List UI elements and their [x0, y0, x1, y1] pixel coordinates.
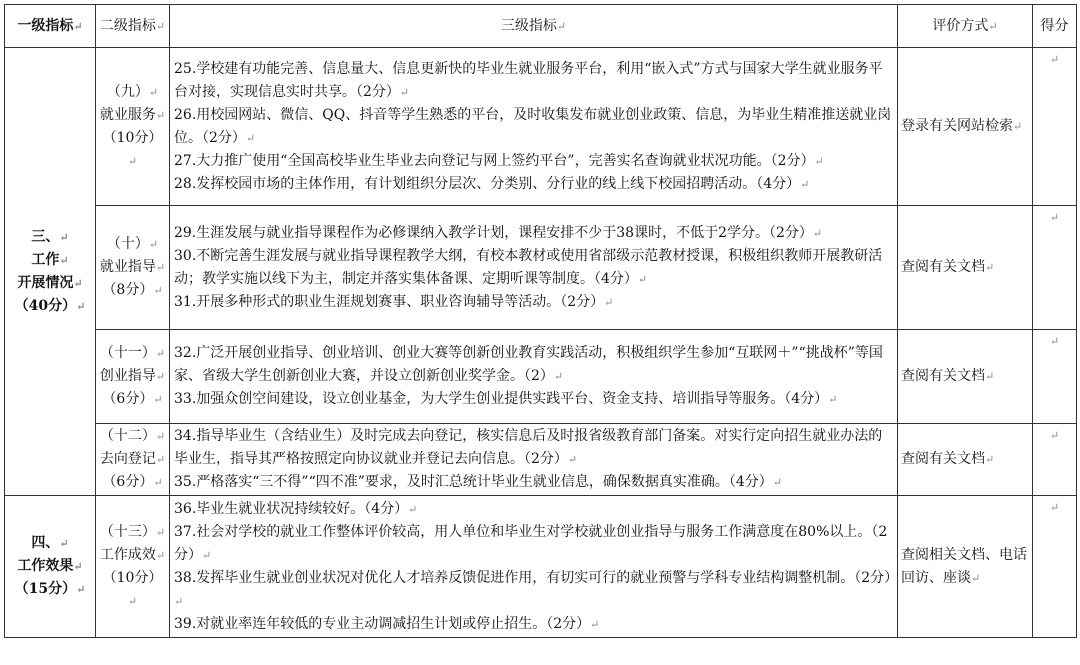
evaluation-table: [4, 4, 1077, 638]
indicator-item: 35.严格落实“三不得”“四不准”要求，及时汇总统计毕业生就业信息，确保数据真实准确。（4分）↵: [174, 474, 783, 490]
indicator-row: [5, 330, 1077, 424]
score-cell[interactable]: ↵: [1033, 48, 1077, 206]
score-cell[interactable]: ↵: [1033, 424, 1077, 496]
level1-line: 工作效果↵: [17, 558, 83, 574]
header-level3: 三级指标↵: [170, 5, 898, 48]
indicator-item: 25.学校建有功能完善、信息量大、信息更新快的毕业生就业服务平台，利用“嵌入式”方式与国家大学生就业服务平台对接，实现信息实时共享。（2分）↵: [174, 60, 883, 100]
level2-line: （九）↵: [106, 83, 159, 100]
level1-line: 三、↵: [31, 228, 69, 245]
level3-cell: [170, 206, 898, 330]
level3-cell: [170, 496, 898, 638]
level2-line: （十三）↵: [99, 523, 166, 540]
header-level1: 一级指标↵: [5, 5, 96, 48]
level2-cell: [96, 48, 170, 206]
score-cell[interactable]: ↵: [1033, 330, 1077, 424]
method-cell: 查阅相关文档、电话回访、座谈↵: [898, 496, 1033, 638]
level2-line: 去向登记↵: [99, 451, 166, 467]
header-level2: 二级指标↵: [96, 5, 170, 48]
level2-line: 就业指导↵: [99, 259, 166, 275]
indicator-item: 31.开展多种形式的职业生涯规划赛事、职业咨询辅导等活动。（2分）↵: [174, 293, 614, 310]
level2-line: （十二）↵: [99, 428, 166, 444]
indicator-item: 27.大力推广使用“全国高校毕业生毕业去向登记与网上签约平台”，完善实名查询就业状况功能。（2分）↵: [174, 152, 824, 169]
header-method: 评价方式↵: [898, 5, 1033, 48]
indicator-item: 36.毕业生就业状况持续较好。（4分）↵: [174, 500, 418, 517]
level2-cell: [96, 206, 170, 330]
level2-cell: [96, 424, 170, 496]
level2-line: 就业服务↵: [99, 106, 166, 123]
level2-line: （十）↵: [106, 236, 159, 252]
level2-line: （6分）↵: [102, 391, 163, 407]
indicator-item: 32.广泛开展创业指导、创业培训、创业大赛等创新创业教育实践活动，积极组织学生参加“互联网＋”“挑战杯”等国家、省级大学生创新创业大赛，并设立创新创业奖学金。（2）↵: [174, 345, 883, 384]
method-cell: 查阅有关文档↵: [898, 424, 1033, 496]
method-cell: 查阅有关文档↵: [898, 330, 1033, 424]
indicator-row: [5, 48, 1077, 206]
level2-line: 创业指导↵: [99, 368, 166, 384]
level2-line: （10分）↵: [102, 569, 163, 608]
score-cell[interactable]: ↵: [1033, 206, 1077, 330]
indicator-row: [5, 206, 1077, 330]
level3-cell: [170, 424, 898, 496]
indicator-row: [5, 496, 1077, 638]
level1-line: 开展情况↵: [17, 274, 83, 291]
level1-line: 工作↵: [31, 251, 69, 268]
method-cell: 查阅有关文档↵: [898, 206, 1033, 330]
indicator-row: [5, 424, 1077, 496]
score-cell[interactable]: ↵: [1033, 496, 1077, 638]
header-row: [5, 5, 1077, 48]
indicator-item: 38.发挥毕业生就业创业状况对优化人才培养反馈促进作用，有切实可行的就业预警与学科专业结构调整机制。（2分）↵: [174, 569, 899, 608]
level3-cell: [170, 330, 898, 424]
level1-cell: [5, 496, 96, 638]
header-score: 得分: [1033, 5, 1077, 48]
indicator-item: 28.发挥校园市场的主体作用，有计划组织分层次、分类别、分行业的线上线下校园招聘活动。（4分）↵: [174, 175, 810, 192]
level2-line: （十一）↵: [99, 345, 166, 361]
level1-line: （15分）↵: [14, 581, 86, 597]
level2-line: （8分）↵: [102, 282, 163, 298]
indicator-item: 30.不断完善生涯发展与就业指导课程教学大纲，有校本教材或使用省部级示范教材授课，积极组织教师开展教研活动；教学实施以线下为主，制定并落实集体备课、定期听课等制度。（4分）↵: [174, 247, 883, 287]
method-cell: 登录有关网站检索↵: [898, 48, 1033, 206]
level2-line: （6分）↵: [102, 474, 163, 490]
level3-cell: [170, 48, 898, 206]
level2-line: 工作成效↵: [99, 546, 166, 563]
level2-line: （10分）↵: [102, 129, 163, 168]
level2-cell: [96, 330, 170, 424]
level1-line: 四、↵: [31, 535, 69, 551]
indicator-item: 34.指导毕业生（含结业生）及时完成去向登记，核实信息后及时报省级教育部门备案。对实行定向招生就业办法的毕业生，指导其严格按照定向协议就业并登记去向信息。（2分）↵: [174, 428, 883, 467]
indicator-item: 26.用校园网站、微信、QQ、抖音等学生熟悉的平台，及时收集发布就业创业政策、信息，为毕业生精准推送就业岗位。（2分）↵: [174, 106, 892, 146]
indicator-item: 29.生涯发展与就业指导课程作为必修课纳入教学计划，课程安排不少于38课时，不低于2学分。（2分）↵: [174, 224, 823, 241]
level2-cell: [96, 496, 170, 638]
level1-cell: [5, 48, 96, 496]
indicator-item: 37.社会对学校的就业工作整体评价较高，用人单位和毕业生对学校就业创业指导与服务工作满意度在80%以上。（2分）↵: [174, 523, 888, 563]
indicator-item: 33.加强众创空间建设，设立创业基金，为大学生创业提供实践平台、资金支持、培训指导等服务。（4分）↵: [174, 391, 838, 407]
indicator-item: 39.对就业率连年较低的专业主动调减招生计划或停止招生。（2分）↵: [174, 615, 600, 632]
level1-line: （40分）↵: [14, 297, 86, 314]
